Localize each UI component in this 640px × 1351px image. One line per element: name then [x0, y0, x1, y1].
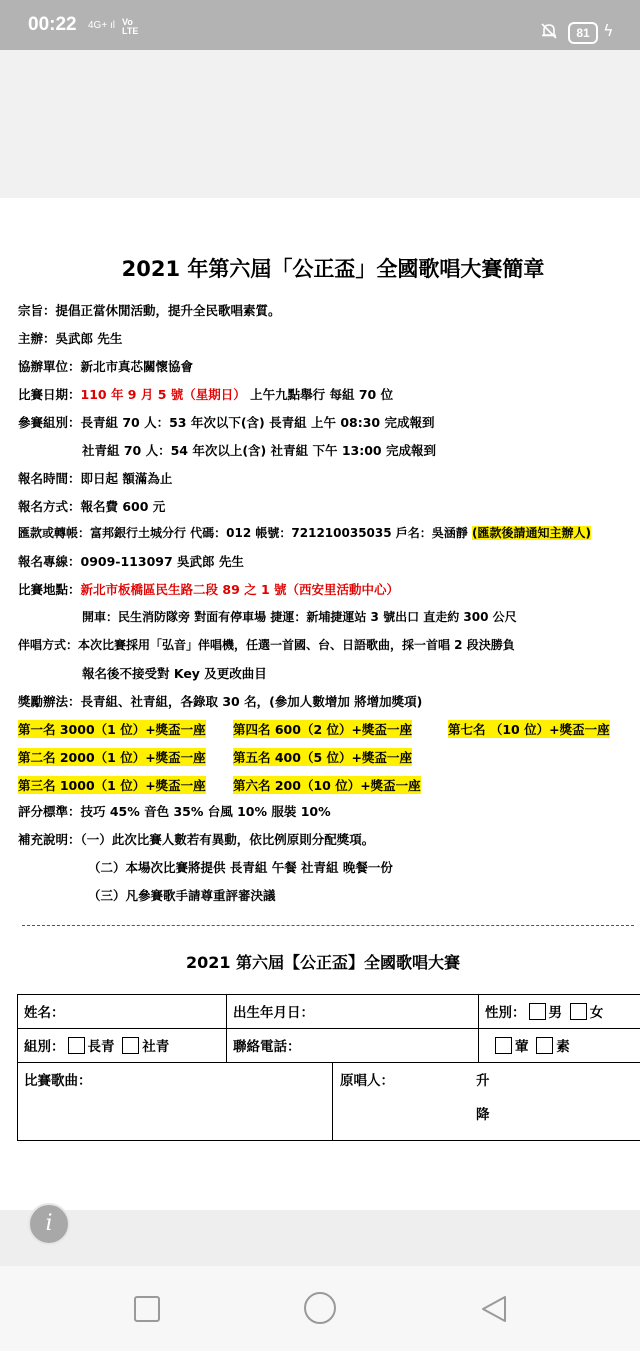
page-title: 2021 年第六屆「公正盃」全國歌唱大賽簡章: [121, 257, 545, 281]
meal-field: [492, 1035, 570, 1055]
co-host-line: 協辦單位：新北市真芯關懷協會: [18, 359, 194, 374]
status-bar: [0, 0, 640, 50]
recent-apps-icon[interactable]: [134, 1296, 160, 1322]
meat-checkbox[interactable]: [495, 1037, 512, 1054]
form-title: 2021 第六屆【公正盃】全國歌唱大賽: [185, 953, 461, 972]
host-line: 主辦：吳武郎 先生: [18, 331, 123, 346]
page-gap-bottom: [0, 1210, 640, 1266]
prize-first: 第一名 3000（1 位）+獎盃一座: [18, 722, 206, 737]
meat-label: 葷: [515, 1039, 529, 1055]
original-singer-field[interactable]: 原唱人：: [340, 1073, 394, 1089]
accompany-line-2: 報名後不接受對 Key 及更改曲目: [82, 666, 267, 681]
note-1: 補充說明：（一）此次比賽人數若有異動，依比例原則分配獎項。: [18, 832, 375, 847]
registration-time: 報名時間：即日起 額滿為止: [18, 471, 173, 486]
key-up-label: 升: [476, 1073, 490, 1089]
prize-fourth: 第四名 600（2 位）+獎盃一座: [233, 722, 412, 737]
transport-line: 開車：民生消防隊旁 對面有停車場 捷運：新埔捷運站 3 號出口 直走約 300 公尺: [82, 610, 517, 624]
venue-label: 比賽地點：: [18, 582, 81, 597]
birthdate-field[interactable]: 出生年月日：: [233, 1005, 314, 1021]
male-checkbox[interactable]: [529, 1003, 546, 1020]
male-label: 男: [548, 1005, 562, 1021]
key-down-label: 降: [476, 1107, 490, 1123]
remittance-note: (匯款後請通知主辦人): [471, 526, 591, 540]
group-label: 組別：: [24, 1039, 65, 1055]
home-icon[interactable]: [304, 1292, 336, 1324]
awards-intro: 獎勵辦法：長青組、社青組，各錄取 30 名，(參加人數增加 將增加獎項): [18, 694, 423, 709]
info-icon[interactable]: i: [28, 1203, 70, 1245]
senior-checkbox[interactable]: [68, 1037, 85, 1054]
purpose-line: 宗旨：提倡正當休閒活動，提升全民歌唱素質。: [18, 303, 281, 318]
form-row-divider: [18, 1028, 640, 1029]
date-rest: 上午九點舉行 每組 70 位: [250, 387, 394, 402]
scoring-line: 評分標準：技巧 45% 音色 35% 台風 10% 服裝 10%: [18, 804, 331, 819]
battery-icon: 81: [568, 22, 598, 44]
note-2: （二）本場次比賽將提供 長青組 午餐 社青組 晚餐一份: [88, 860, 393, 875]
female-checkbox[interactable]: [570, 1003, 587, 1020]
prize-sixth: 第六名 200（10 位）+獎盃一座: [233, 778, 421, 793]
status-time: 00:22: [28, 14, 77, 35]
prize-third: 第三名 1000（1 位）+獎盃一座: [18, 778, 206, 793]
date-value: 110 年 9 月 5 號（星期日）: [80, 387, 246, 402]
prize-fifth: 第五名 400（5 位）+獎盃一座: [233, 750, 412, 765]
volte-icon: Vo LTE: [122, 17, 139, 36]
venue-value: 新北市板橋區民生路二段 89 之 1 號（西安里活動中心）: [80, 582, 400, 597]
groups-line-1: 參賽組別：長青組 70 人：53 年次以下(含) 長青組 上午 08:30 完成報到: [18, 415, 435, 430]
signal-icon: 4G+ ıl: [88, 20, 115, 31]
song-field[interactable]: 比賽歌曲：: [24, 1073, 92, 1089]
veg-checkbox[interactable]: [536, 1037, 553, 1054]
senior-label: 長青: [87, 1039, 115, 1055]
veg-label: 素: [556, 1039, 570, 1055]
form-col-divider: [478, 995, 479, 1062]
page-gap-top: [0, 50, 640, 198]
groups-line-2: 社青組 70 人：54 年次以上(含) 社青組 下午 13:00 完成報到: [82, 443, 436, 458]
note-3: （三）凡參賽歌手請尊重評審決議: [88, 888, 276, 903]
hotline-line: 報名專線：0909-113097 吳武郎 先生: [18, 554, 244, 569]
accompany-line-1: 伴唱方式：本次比賽採用「弘音」伴唱機，任選一首國、台、日語歌曲，採一首唱 2 段決勝負: [18, 638, 515, 652]
gender-field: [485, 1001, 603, 1021]
venue-line: [18, 580, 399, 598]
registration-method: 報名方式：報名費 600 元: [18, 499, 166, 514]
document-page: [0, 198, 640, 1210]
form-col-divider: [332, 1062, 333, 1140]
female-label: 女: [589, 1005, 604, 1021]
remittance-text: 匯款或轉帳：富邦銀行土城分行 代碼：012 帳號：721210035035 戶名：吳涵靜: [18, 526, 468, 540]
group-field: [24, 1035, 169, 1055]
youth-label: 社青: [142, 1039, 170, 1055]
remittance-line: [18, 524, 591, 541]
date-line: [18, 385, 393, 403]
date-label: 比賽日期：: [18, 387, 81, 402]
gender-label: 性別：: [485, 1005, 526, 1021]
back-icon[interactable]: [480, 1294, 508, 1328]
youth-checkbox[interactable]: [122, 1037, 139, 1054]
entry-form: [17, 994, 640, 1141]
form-row-divider: [18, 1062, 640, 1063]
prize-second: 第二名 2000（1 位）+獎盃一座: [18, 750, 206, 765]
name-field[interactable]: 姓名：: [24, 1005, 65, 1021]
form-col-divider: [226, 995, 227, 1062]
bell-muted-icon: [540, 22, 558, 44]
charging-icon: ϟ: [603, 21, 614, 40]
prize-seventh: 第七名 （10 位）+獎盃一座: [448, 722, 610, 737]
phone-field[interactable]: 聯絡電話：: [233, 1039, 301, 1055]
cut-line-divider: [22, 925, 634, 926]
